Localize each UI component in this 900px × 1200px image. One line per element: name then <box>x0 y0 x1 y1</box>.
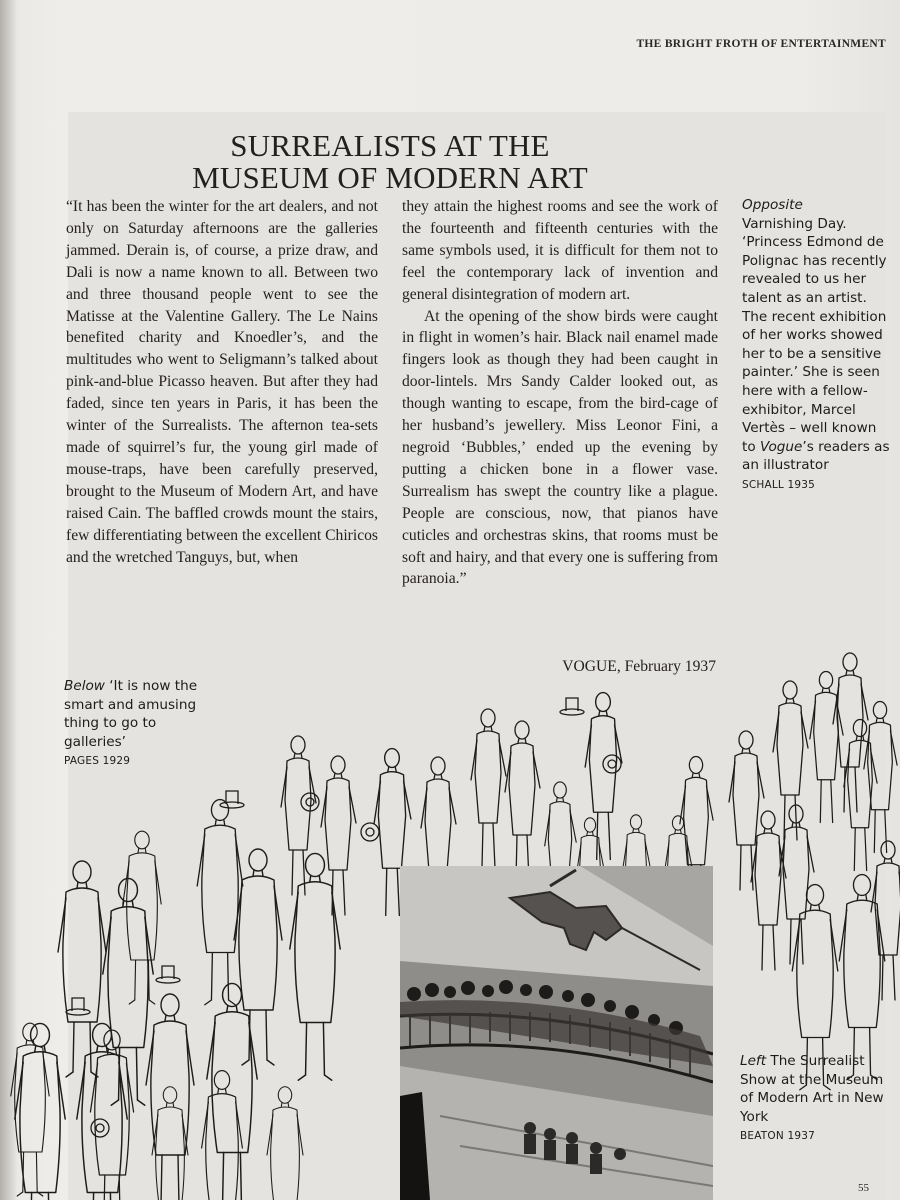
caption-left-text: The Surrealist Show at the Museum of Modern Art in New York <box>740 1053 884 1125</box>
caption-opposite-lead: Opposite <box>742 197 803 213</box>
article-paragraph-1: they attain the highest rooms and see the work of the fourteenth and fifteenth centuries with the same symbols used, it is difficult for them not to feel the contemporary lack of invention and general disintegration of modern art. <box>402 198 718 303</box>
caption-opposite-text: Varnishing Day. ‘Princess Edmond de Polignac has recently revealed to us her talent as an artist. The recent exhibition of her works showed her to be a sensitive painter.’ She is seen here with a fellow-exhibitor, Marcel Vertès – well known to <box>742 215 887 455</box>
caption-below-byline: PAGES 1929 <box>64 755 131 768</box>
page-number: 55 <box>858 1182 869 1194</box>
headline <box>130 130 650 194</box>
running-head: THE BRIGHT FROTH OF ENTERTAINMENT <box>636 38 886 50</box>
caption-below-lead: Below <box>64 678 105 694</box>
article-column-1 <box>66 196 378 568</box>
caption-opposite-text-end: ’s readers as an illustrator <box>742 438 890 474</box>
article-paragraph-2: At the opening of the show birds were caught in flight in women’s hair. Black nail enamel made fingers look as though they had been caught in door-lintels. Mrs Sandy Calder looked out, as though wanting to escape, from the bird-cage of her husband’s jewellery. Miss Leonor Fini, a negroid ‘Bubbles,’ ended up the evening by putting a chicken bone in a flower vase. Surrealism has swept the country like a plague. People are conscious, now, that pianos have cuticles and orchestras skins, that rooms must be soft and hairy, and that every one is suffering from paranoia.” <box>402 307 718 588</box>
caption-below-text: ‘It is now the smart and amusing thing to go to galleries’ <box>64 678 198 750</box>
article-column-1-text: “It has been the winter for the art dealers, and not only on Saturday afternoons are the galleries jammed. Derain is, of course, a prize draw, and Dali is now a name known to all. Between two and three thousand people went to see the Matisse at the Valentine Gallery. The Le Nains benefited charity and Knoedler’s, and the multitudes who went to Seligmann’s talked about pink-and-blue Picasso heaven. But after they had faded, since ten years in Paris, it has been the winter of the Surrealists. The afternon tea-sets made of squirrel’s fur, the young girl made of mouse-traps, have been carefully preserved, brought to the Museum of Modern Art, and have raised Cain. The baffled crowds mount the stairs, few differentiating between the excellent Chiricos and the wretched Tanguys, but, when <box>66 198 378 566</box>
headline-line-1: SURREALISTS AT THE <box>230 128 550 163</box>
caption-left-lead: Left <box>740 1053 767 1069</box>
article-column-2 <box>402 196 718 590</box>
caption-opposite-magazine: Vogue <box>759 438 803 455</box>
caption-opposite-byline: SCHALL 1935 <box>742 478 816 491</box>
caption-left-byline: BEATON 1937 <box>740 1130 815 1143</box>
surrealist-show-photo <box>400 866 713 1200</box>
headline-line-2: MUSEUM OF MODERN ART <box>192 160 588 195</box>
caption-opposite <box>742 196 892 494</box>
article-credit: VOGUE, February 1937 <box>562 658 716 675</box>
